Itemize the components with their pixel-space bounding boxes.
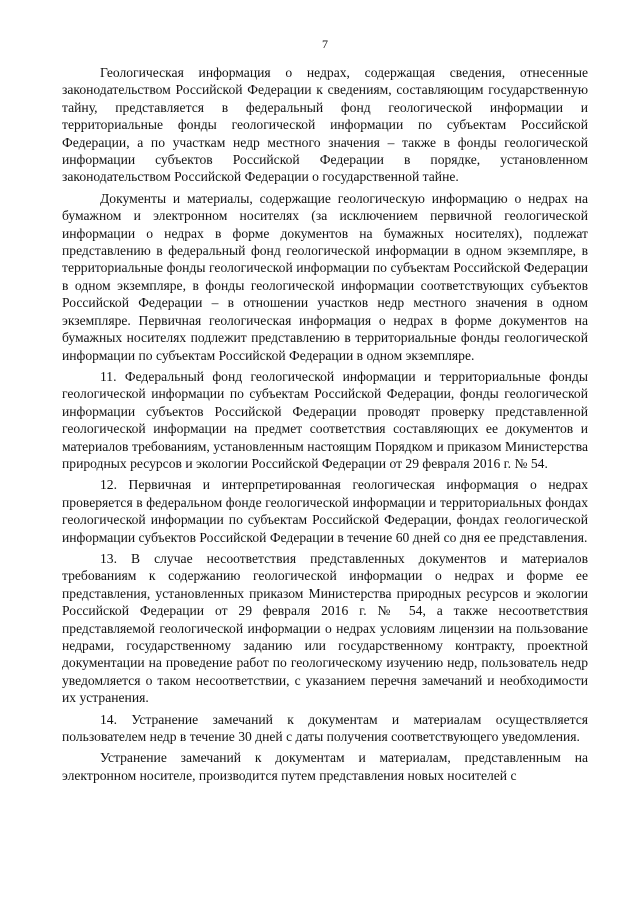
paragraph-documents-materials: Документы и материалы, содержащие геологическую информацию о недрах на бумажном и электронном носителях (за исключением первичной геологической информации о недрах в форме документов на бумажных носителях), подлежат представлению в федеральный фонд геологической информации в одном экземпляре, в территориальные фонды геологической информации по субъектам Российской Федерации в одном экземпляре, в фонды геологической информации соответствующих субъектов Российской Федерации – в отношении участков недр местного значения в одном экземпляре. Первичная геологическая информация о недрах в форме документов на бумажных носителях подлежит представлению в территориальные фонды геологической информации по субъектам Российской Федерации в одном экземпляре.	[62, 190, 588, 363]
paragraph-state-secret: Геологическая информация о недрах, содержащая сведения, отнесенные законодательством Российской Федерации к сведениям, составляющим государственную тайну, представляется в федеральный фонд геологической информации и территориальные фонды геологической информации по субъектам Российской Федерации, а по участкам недр местного значения – также в фонды геологической информации субъектов Российской Федерации в порядке, установленном законодательством Российской Федерации о государственной тайне.	[62, 65, 588, 185]
paragraph-corrections-electronic: Устранение замечаний к документам и материалам, представленным на электронном носителе, производится путем представления новых носителей с	[62, 750, 588, 783]
paragraph-11: 11. Федеральный фонд геологической информации и территориальные фонды геологической информации по субъектам Российской Федерации, фонды геологической информации субъектов Российской Федерации проводят проверку представленной геологической информации на предмет соответствия составляющих ее документов и материалов требованиям, установленным настоящим Порядком и приказом Министерства природных ресурсов и экологии Российской Федерации от 29 февраля 2016 г. № 54.	[62, 368, 588, 471]
paragraph-13: 13. В случае несоответствия представленных документов и материалов требованиям к содержанию геологической информации о недрах и форме ее представления, установленных приказом Министерства природных ресурсов и экологии Российской Федерации от 29 февраля 2016 г. № 54, а также несоответствия представляемой геологической информации о недрах условиям лицензии на пользование недрами, государственному заданию или государственному контракту, проектной документации на проведение работ по геологическому изучению недр, пользователь недр уведомляется о таком несоответствии, с указанием перечня замечаний и необходимости их устранения.	[62, 550, 588, 706]
page-number: 7	[322, 37, 328, 51]
paragraph-14: 14. Устранение замечаний к документам и материалам осуществляется пользователем недр в течение 30 дней с даты получения соответствующего уведомления.	[62, 711, 588, 745]
paragraph-12: 12. Первичная и интерпретированная геологическая информация о недрах проверяется в федеральном фонде геологической информации и территориальных фондах геологической информации по субъектам Российской Федерации, фондах геологической информации субъектов Российской Федерации в течение 60 дней со дня ее представления.	[62, 477, 588, 545]
